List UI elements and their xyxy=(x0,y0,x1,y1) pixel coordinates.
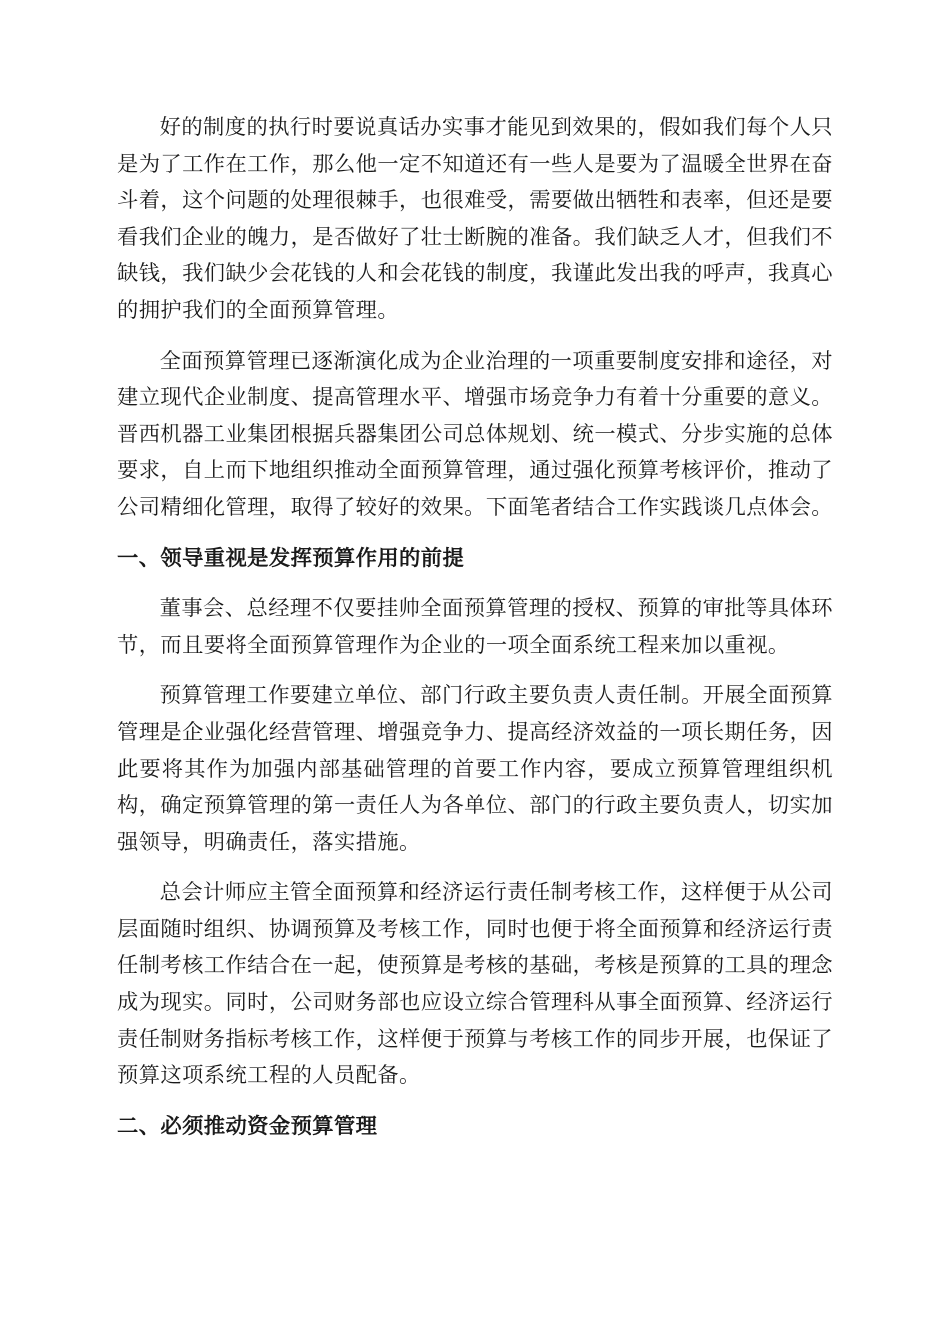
paragraph-1: 好的制度的执行时要说真话办实事才能见到效果的，假如我们每个人只是为了工作在工作，那么他一定不知道还有一些人是要为了温暖全世界在奋斗着，这个问题的处理很棘手，也很难受，需要做出牺牲和表率，但还是要看我们企业的魄力，是否做好了壮士断腕的准备。我们缺乏人才，但我们不缺钱，我们缺少会花钱的人和会花钱的制度，我谨此发出我的呼声，我真心的拥护我们的全面预算管理。 xyxy=(117,115,834,323)
document-body xyxy=(117,110,833,1159)
section-heading-1: 一、领导重视是发挥预算作用的前提 xyxy=(117,545,465,571)
section-heading-2: 二、必须推动资金预算管理 xyxy=(117,1113,378,1139)
paragraph-4: 预算管理工作要建立单位、部门行政主要负责人责任制。开展全面预算管理是企业强化经营管理、增强竞争力、提高经济效益的一项长期任务，因此要将其作为加强内部基础管理的首要工作内容，要成立预算管理组织机构，确定预算管理的第一责任人为各单位、部门的行政主要负责人，切实加强领导，明确责任，落实措施。 xyxy=(117,683,834,855)
paragraph-5: 总会计师应主管全面预算和经济运行责任制考核工作，这样便于从公司层面随时组织、协调预算及考核工作，同时也便于将全面预算和经济运行责任制考核工作结合在一起，使预算是考核的基础，考核是预算的工具的理念成为现实。同时，公司财务部也应设立综合管理科从事全面预算、经济运行责任制财务指标考核工作，这样便于预算与考核工作的同步开展，也保证了预算这项系统工程的人员配备。 xyxy=(117,880,834,1089)
paragraph-2: 全面预算管理已逐渐演化成为企业治理的一项重要制度安排和途径，对建立现代企业制度、提高管理水平、增强市场竞争力有着十分重要的意义。晋西机器工业集团根据兵器集团公司总体规划、统一模式、分步实施的总体要求，自上而下地组织推动全面预算管理，通过强化预算考核评价，推动了公司精细化管理，取得了较好的效果。下面笔者结合工作实践谈几点体会。 xyxy=(117,348,834,520)
paragraph-3: 董事会、总经理不仅要挂帅全面预算管理的授权、预算的审批等具体环节，而且要将全面预算管理作为企业的一项全面系统工程来加以重视。 xyxy=(117,596,833,658)
